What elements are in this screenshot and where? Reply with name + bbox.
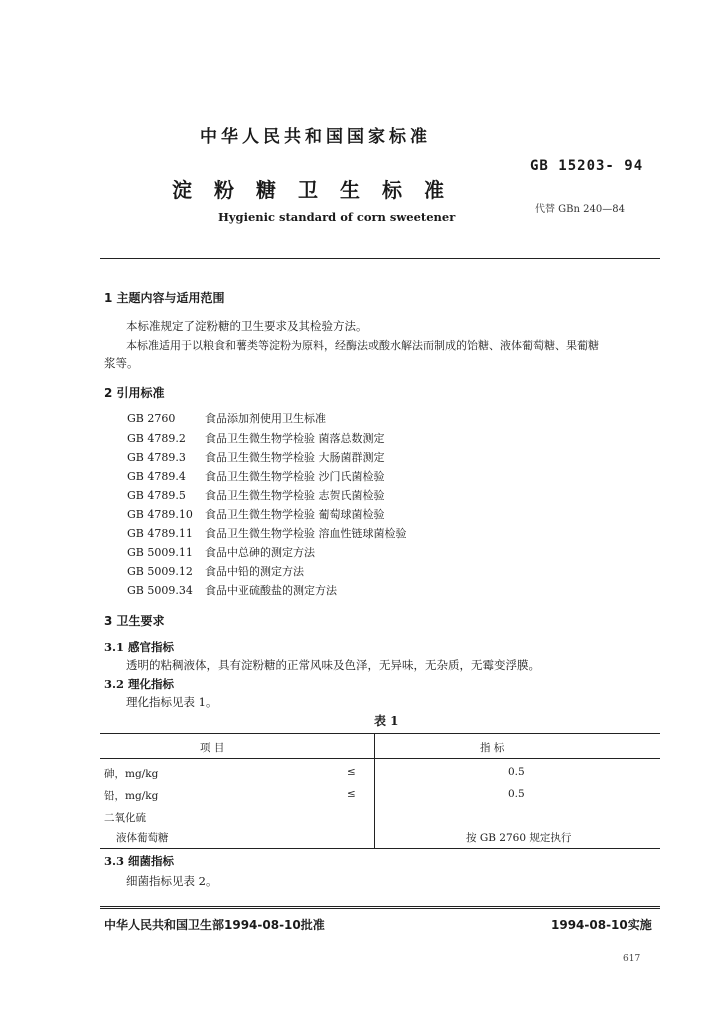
reference-item xyxy=(127,410,326,426)
reference-title: 食品卫生微生物学检验 志贺氏菌检验 xyxy=(205,489,385,502)
table-top-border xyxy=(100,733,660,734)
section-3-1-text: 透明的粘稠液体，具有淀粉糖的正常风味及色泽，无异味，无杂质，无霉变浮膜。 xyxy=(126,658,540,672)
table-row-item: 铅，mg/kg xyxy=(104,790,159,802)
reference-code: GB 4789.11 xyxy=(127,527,193,540)
reference-code: GB 4789.2 xyxy=(127,432,186,445)
section-1-paragraph-2b: 浆等。 xyxy=(104,356,139,370)
reference-code: GB 4789.5 xyxy=(127,489,186,502)
reference-code: GB 5009.11 xyxy=(127,546,193,559)
section-3-heading: 3 卫生要求 xyxy=(104,614,165,628)
footer-divider xyxy=(100,906,660,909)
table-bottom-border xyxy=(100,848,660,849)
section-1-heading: 1 主题内容与适用范围 xyxy=(104,291,225,305)
reference-item xyxy=(127,582,337,598)
table-header-divider xyxy=(100,758,660,759)
approval-line: 中华人民共和国卫生部1994-08-10批准 xyxy=(104,918,325,932)
replaces-note: 代替 GBn 240—84 xyxy=(535,204,625,215)
section-3-2-text: 理化指标见表 1。 xyxy=(126,695,218,709)
section-3-3-text: 细菌指标见表 2。 xyxy=(126,874,218,888)
table-row-value: 0.5 xyxy=(508,788,525,800)
reference-code: GB 4789.10 xyxy=(127,508,193,521)
section-1-paragraph-2a: 本标准适用于以粮食和薯类等淀粉为原料，经酶法或酸水解法而制成的饴糖、液体葡萄糖、果葡糖 xyxy=(126,339,599,352)
section-2-heading: 2 引用标准 xyxy=(104,386,165,400)
table-1-caption: 表 1 xyxy=(374,714,399,728)
reference-item xyxy=(127,468,385,484)
table-row-value: 按 GB 2760 规定执行 xyxy=(466,832,572,844)
table-row-item: 二氧化硫 xyxy=(104,812,146,824)
reference-code: GB 2760 xyxy=(127,412,176,425)
section-3-2-heading: 3.2 理化指标 xyxy=(104,677,175,691)
reference-item xyxy=(127,430,385,446)
document-title-en: Hygienic standard of corn sweetener xyxy=(218,210,456,224)
reference-code: GB 5009.34 xyxy=(127,584,193,597)
table-row-value: 0.5 xyxy=(508,766,525,778)
reference-item xyxy=(127,449,385,465)
reference-item xyxy=(127,506,385,522)
section-3-1-heading: 3.1 感官指标 xyxy=(104,640,175,654)
table-row-operator: ≤ xyxy=(347,788,356,800)
table-row-item: 液体葡萄糖 xyxy=(116,832,169,844)
reference-item xyxy=(127,563,304,579)
effective-date: 1994-08-10实施 xyxy=(551,918,652,932)
issuing-organization: 中华人民共和国国家标准 xyxy=(200,127,431,147)
reference-title: 食品卫生微生物学检验 葡萄球菌检验 xyxy=(205,508,385,521)
reference-title: 食品添加剂使用卫生标准 xyxy=(205,412,326,425)
reference-title: 食品中总砷的测定方法 xyxy=(205,546,315,559)
section-3-3-heading: 3.3 细菌指标 xyxy=(104,854,175,868)
reference-code: GB 4789.3 xyxy=(127,451,186,464)
reference-title: 食品卫生微生物学检验 大肠菌群测定 xyxy=(205,451,385,464)
reference-title: 食品卫生微生物学检验 菌落总数测定 xyxy=(205,432,385,445)
table-column-divider xyxy=(374,733,375,848)
section-1-paragraph-1: 本标准规定了淀粉糖的卫生要求及其检验方法。 xyxy=(126,319,368,333)
reference-item xyxy=(127,544,315,560)
reference-item xyxy=(127,525,407,541)
standard-number: GB 15203- 94 xyxy=(530,158,644,174)
table-row-operator: ≤ xyxy=(347,766,356,778)
table-row-item: 砷，mg/kg xyxy=(104,768,159,780)
reference-code: GB 4789.4 xyxy=(127,470,186,483)
table-header-index: 指 标 xyxy=(480,742,505,754)
page-number: 617 xyxy=(623,954,641,964)
reference-title: 食品中铅的测定方法 xyxy=(205,565,304,578)
reference-title: 食品卫生微生物学检验 溶血性链球菌检验 xyxy=(205,527,407,540)
reference-title: 食品卫生微生物学检验 沙门氏菌检验 xyxy=(205,470,385,483)
reference-code: GB 5009.12 xyxy=(127,565,193,578)
table-header-item: 项 目 xyxy=(200,742,225,754)
reference-item xyxy=(127,487,385,503)
document-title-zh: 淀粉糖卫生标准 xyxy=(172,178,466,202)
reference-title: 食品中亚硫酸盐的测定方法 xyxy=(205,584,337,597)
header-divider xyxy=(100,258,660,259)
